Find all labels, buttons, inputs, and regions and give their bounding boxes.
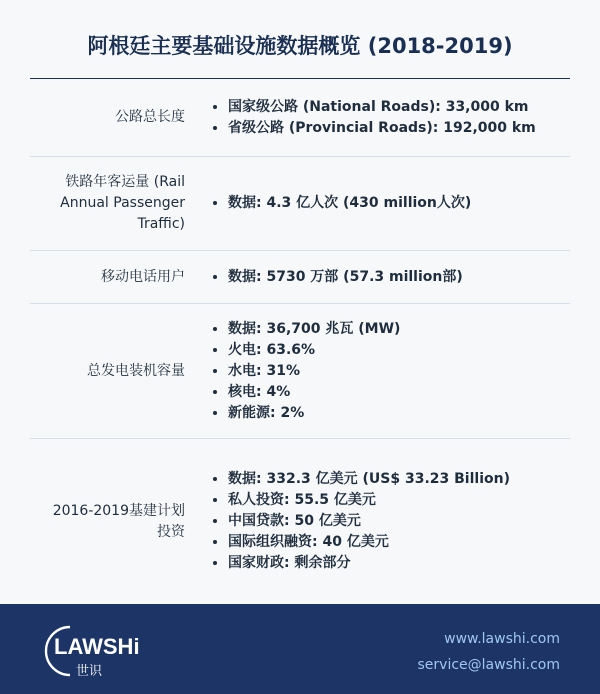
- list-item: • 国际组织融资: 40 亿美元: [228, 532, 510, 553]
- list-item: • 数据: 5730 万部 (57.3 million部): [228, 267, 463, 288]
- row-label-text: 公路总长度: [115, 109, 185, 125]
- logo-subtext: 世识: [76, 664, 103, 679]
- row-label: [30, 79, 185, 156]
- list-item: • 中国贷款: 50 亿美元: [228, 511, 510, 532]
- row-label-line: 2016-2019基建计划: [52, 502, 185, 519]
- row-label: [30, 251, 185, 303]
- table-row-mobile: [30, 251, 570, 304]
- row-label-line: Annual Passenger: [60, 195, 185, 211]
- row-content: [185, 304, 570, 438]
- page-title: 阿根廷主要基础设施数据概览 (2018-2019): [87, 34, 513, 58]
- row-content: [185, 439, 570, 604]
- table-row-rail: [30, 157, 570, 251]
- list-item: • 国家财政: 剩余部分: [228, 553, 510, 574]
- list-item: • 国家级公路 (National Roads): 33,000 km: [228, 97, 536, 118]
- row-label: [30, 304, 185, 438]
- row-content: [185, 157, 570, 250]
- row-label-text: 总发电装机容量: [87, 362, 185, 379]
- row-content: [185, 251, 570, 303]
- list-item: • 新能源: 2%: [228, 403, 400, 424]
- table-row-investment: [30, 439, 570, 605]
- row-label-line: 投资: [157, 523, 185, 540]
- list-item: • 火电: 63.6%: [228, 340, 400, 361]
- email-link[interactable]: service@lawshi.com: [417, 657, 560, 673]
- lawshi-logo: [40, 621, 160, 681]
- list-item: • 私人投资: 55.5 亿美元: [228, 490, 510, 511]
- contact-info: [418, 626, 560, 678]
- table-row-roads: [30, 79, 570, 157]
- list-item: • 数据: 36,700 兆瓦 (MW): [228, 319, 400, 340]
- logo-text: LAWSHi: [54, 634, 140, 659]
- table-row-power: [30, 304, 570, 439]
- row-label-text: 移动电话用户: [101, 268, 185, 285]
- row-label: [30, 157, 185, 250]
- data-table: [30, 79, 570, 605]
- row-label: [30, 439, 185, 604]
- list-item: • 数据: 332.3 亿美元 (US$ 33.23 Billion): [228, 469, 510, 490]
- row-label-line: 铁路年客运量 (Rail: [65, 174, 185, 190]
- list-item: • 水电: 31%: [228, 361, 400, 382]
- list-item: • 数据: 4.3 亿人次 (430 million人次): [228, 193, 471, 214]
- row-content: [185, 79, 570, 156]
- list-item: • 核电: 4%: [228, 382, 400, 403]
- website-link[interactable]: www.lawshi.com: [444, 631, 560, 647]
- row-label-line: Traffic): [137, 216, 185, 232]
- list-item: • 省级公路 (Provincial Roads): 192,000 km: [228, 118, 536, 139]
- footer: [0, 604, 600, 694]
